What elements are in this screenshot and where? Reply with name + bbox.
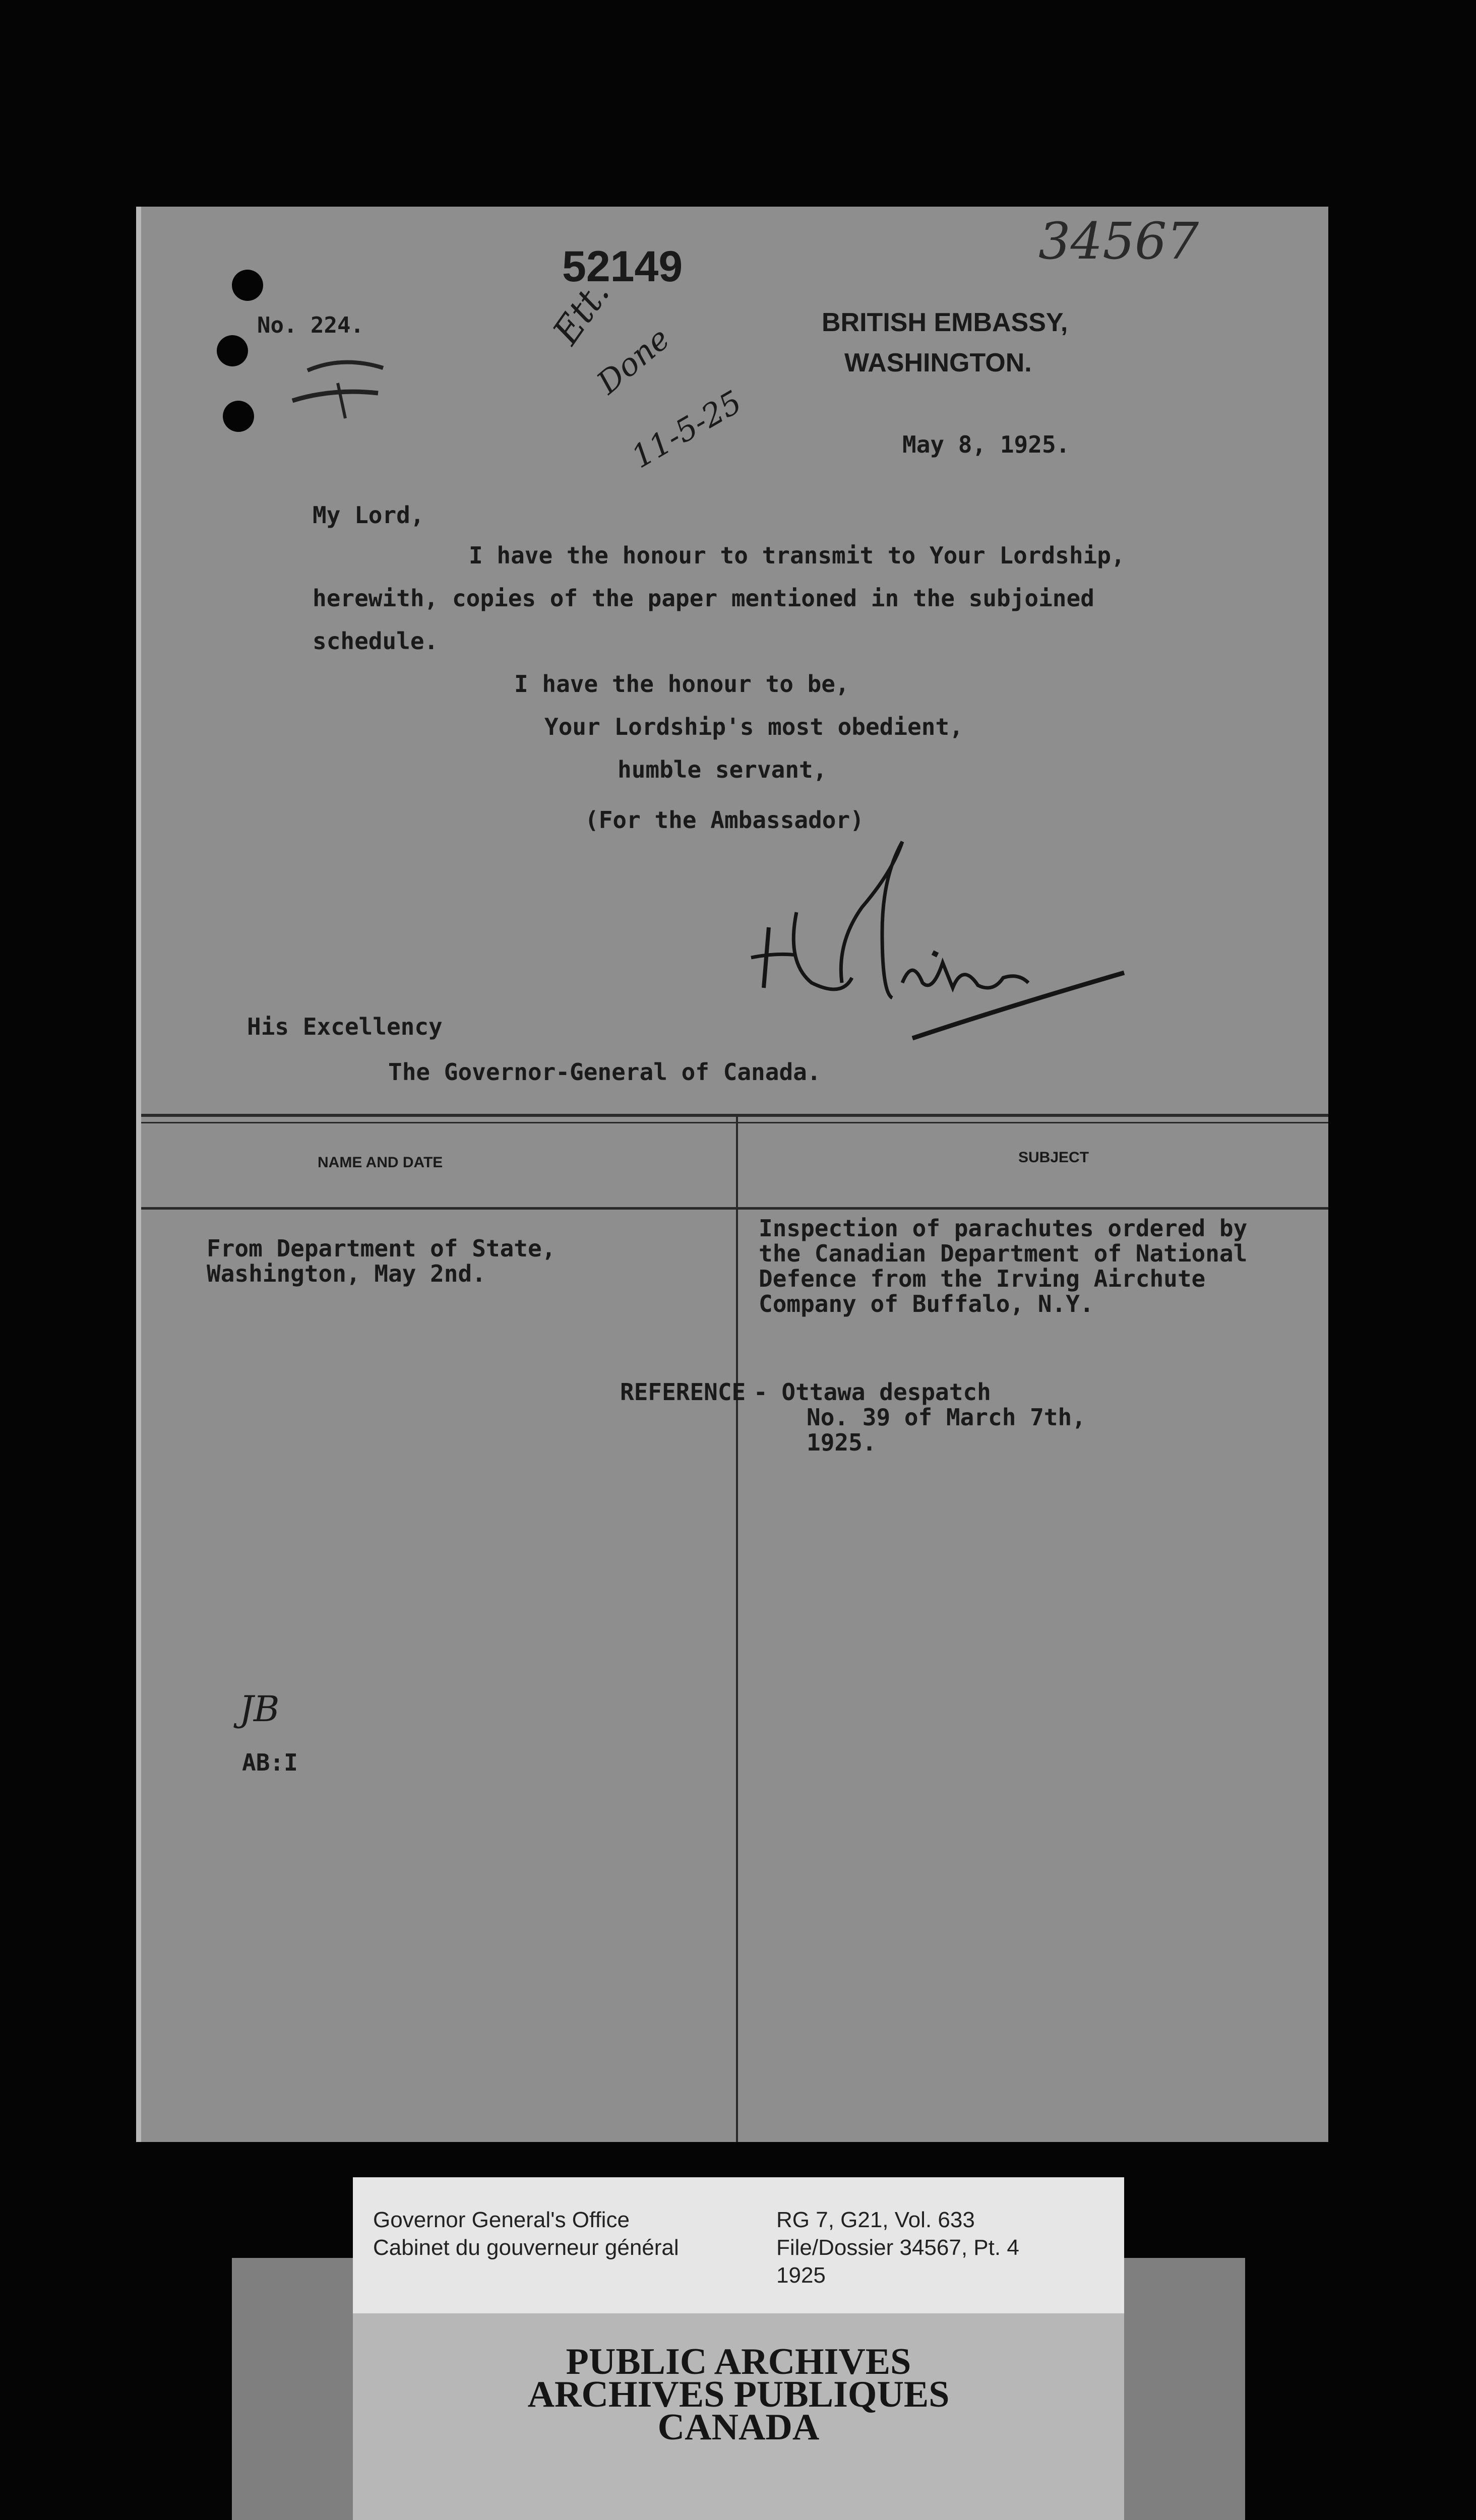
addressee-line1: His Excellency — [247, 1013, 443, 1040]
handwritten-note-line2: Done — [590, 320, 677, 401]
archive-ref-line3: 1925 — [776, 2263, 826, 2288]
reference-line: 1925. — [807, 1429, 877, 1456]
archives-stamp-line2: ARCHIVES PUBLIQUES — [527, 2374, 950, 2415]
archive-ref-line2: File/Dossier 34567, Pt. 4 — [776, 2235, 1019, 2260]
handwritten-mark — [287, 353, 398, 423]
punch-hole — [217, 335, 248, 366]
col-name-header: NAME AND DATE — [318, 1154, 443, 1171]
salutation: My Lord, — [313, 501, 424, 529]
schedule-top-rule — [141, 1122, 1328, 1123]
archive-ref-line1: RG 7, G21, Vol. 633 — [776, 2208, 975, 2232]
signature — [721, 832, 1134, 1043]
closing-line: humble servant, — [618, 756, 827, 783]
schedule-subject-line: the Canadian Department of National — [759, 1240, 1248, 1267]
schedule-column-divider — [736, 1117, 738, 2142]
handwritten-note-line1: Ett. — [544, 272, 618, 352]
embassy-line1: BRITISH EMBASSY, — [822, 308, 1068, 337]
reference-label: REFERENCE — [620, 1378, 746, 1406]
file-number-handwritten: 34567 — [1038, 212, 1199, 271]
schedule-top-rule — [141, 1114, 1328, 1117]
initials-typed: AB:I — [242, 1749, 298, 1776]
archives-stamp-line3: CANADA — [657, 2407, 820, 2448]
punch-hole — [223, 401, 254, 432]
handwritten-note-line3: 11-5-25 — [625, 383, 748, 476]
punch-hole — [232, 270, 263, 301]
reference-line: No. 39 of March 7th, — [807, 1404, 1086, 1431]
schedule-name-line: Washington, May 2nd. — [207, 1260, 486, 1287]
schedule-subject-line: Inspection of parachutes ordered by — [759, 1215, 1248, 1242]
letter-page — [136, 207, 1328, 2142]
closing-line: I have the honour to be, — [514, 670, 849, 698]
addressee-line2: The Governor-General of Canada. — [388, 1058, 821, 1086]
archives-stamp-line1: PUBLIC ARCHIVES — [566, 2341, 911, 2382]
schedule-subject-line: Company of Buffalo, N.Y. — [759, 1290, 1094, 1317]
initials-handwritten: JB — [239, 1688, 280, 1730]
col-subject-header: SUBJECT — [1018, 1149, 1089, 1166]
body-line: I have the honour to transmit to Your Lordship, — [469, 542, 1125, 569]
body-line: herewith, copies of the paper mentioned in the subjoined — [313, 585, 1094, 612]
closing-line: Your Lordship's most obedient, — [544, 713, 963, 740]
office-en: Governor General's Office — [373, 2208, 630, 2232]
archive-number: 52149 — [562, 242, 683, 291]
office-fr: Cabinet du gouverneur général — [373, 2235, 679, 2260]
embassy-line2: WASHINGTON. — [844, 348, 1032, 377]
letter-date: May 8, 1925. — [902, 431, 1070, 458]
schedule-subject-line: Defence from the Irving Airchute — [759, 1265, 1206, 1292]
archive-label — [353, 2177, 1124, 2313]
schedule-name-line: From Department of State, — [207, 1235, 556, 1262]
schedule-header-rule — [141, 1207, 1328, 1210]
body-line: schedule. — [313, 627, 439, 655]
despatch-number: No. 224. — [257, 312, 364, 338]
closing-line: (For the Ambassador) — [585, 806, 864, 834]
reference-line: - Ottawa despatch — [754, 1378, 991, 1406]
